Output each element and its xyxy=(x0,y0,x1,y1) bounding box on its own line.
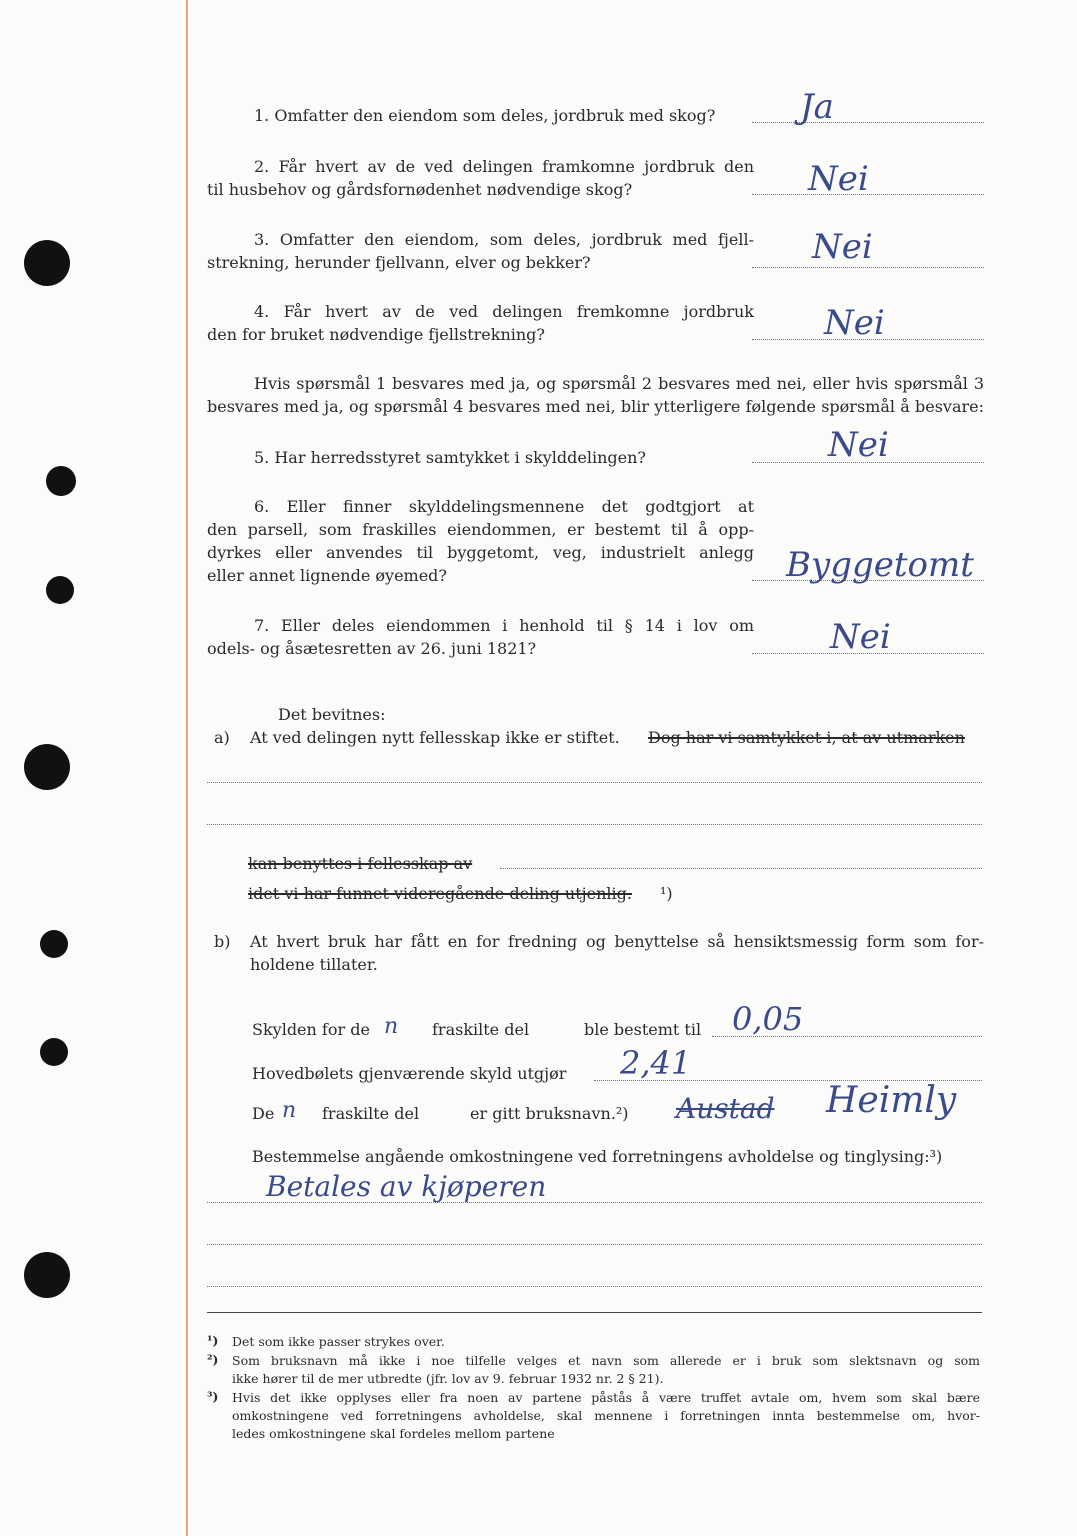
punch-hole xyxy=(24,1252,70,1298)
margin-line xyxy=(186,0,188,1536)
skyld-label-b: fraskilte del xyxy=(432,1020,530,1039)
hoved-label: Hovedbølets gjenværende skyld utgjør xyxy=(252,1064,567,1083)
punch-hole xyxy=(46,576,74,604)
question-6-line2: den parsell, som fraskilles eiendommen, er bestemt til å opp- xyxy=(207,520,754,539)
footnote-3-line2: omkostningene ved forretningens avholdelse, skal mennene i forretningen innta bestemmelse om, hvor- xyxy=(232,1408,980,1423)
answer-5: Nei xyxy=(828,425,889,465)
struck-line-2: idet vi har funnet videregående deling utjenlig. xyxy=(248,884,632,903)
footnote-2-line1: Som bruksnavn må ikke i noe tilfelle velges et navn som allerede er i bruk som slektsnavn og som xyxy=(232,1353,980,1368)
answer-line xyxy=(752,122,984,123)
punch-hole xyxy=(40,930,68,958)
question-2-line2: til husbehov og gårdsfornødenhet nødvendige skog? xyxy=(207,180,633,199)
conditional-line1: Hvis spørsmål 1 besvares med ja, og spørsmål 2 besvares med nei, eller hvis spørsmål 3 xyxy=(254,374,984,393)
struck-line-1: kan benyttes i fellesskap av xyxy=(248,854,473,873)
blank-line xyxy=(207,824,982,825)
question-1: 1. Omfatter den eiendom som deles, jordbruk med skog? xyxy=(254,106,716,125)
certify-b-line2: holdene tillater. xyxy=(250,955,378,974)
navn-value: Heimly xyxy=(826,1080,957,1121)
question-4-line1: 4. Får hvert av de ved delingen fremkomne jordbruk xyxy=(254,302,754,321)
footnote-2-mark: ²) xyxy=(207,1352,219,1367)
certify-a-label: a) xyxy=(214,728,230,747)
question-7-line2: odels- og åsætesretten av 26. juni 1821? xyxy=(207,639,537,658)
footnote-rule xyxy=(207,1312,982,1313)
punch-hole xyxy=(24,240,70,286)
navn-struck: Austad xyxy=(676,1092,775,1125)
certify-b-line1: At hvert bruk har fått en for fredning og benyttelse så hensiktsmessig form som for- xyxy=(250,932,984,951)
question-6-line4: eller annet lignende øyemed? xyxy=(207,566,447,585)
skyld-label-c: ble bestemt til xyxy=(584,1020,702,1039)
navn-label-c: er gitt bruksnavn.²) xyxy=(470,1104,629,1123)
footnote-1-line1: Det som ikke passer strykes over. xyxy=(232,1334,445,1349)
punch-hole xyxy=(46,466,76,496)
skyld-hand-a: n xyxy=(384,1014,399,1039)
conditional-line2: besvares med ja, og spørsmål 4 besvares med nei, blir ytterligere følgende spørsmål å besvare: xyxy=(207,397,984,416)
question-5: 5. Har herredsstyret samtykket i skylddelingen? xyxy=(254,448,646,467)
navn-label-a: De xyxy=(252,1104,275,1123)
question-6-line1: 6. Eller finner skylddelingsmennene det godtgjort at xyxy=(254,497,754,516)
answer-6: Byggetomt xyxy=(786,545,974,585)
best-label: Bestemmelse angående omkostningene ved forretningens avholdelse og tinglysing:³) xyxy=(252,1147,943,1166)
blank-line xyxy=(207,1202,982,1203)
question-3-line1: 3. Omfatter den eiendom, som deles, jordbruk med fjell- xyxy=(254,230,754,249)
answer-line xyxy=(752,267,984,268)
blank-line xyxy=(207,1286,982,1287)
question-6-line3: dyrkes eller anvendes til byggetomt, veg, industrielt anlegg xyxy=(207,543,754,562)
answer-7: Nei xyxy=(830,617,891,657)
question-4-line2: den for bruket nødvendige fjellstrekning? xyxy=(207,325,545,344)
hoved-value: 2,41 xyxy=(620,1044,692,1082)
blank-line xyxy=(207,1244,982,1245)
certify-a-text: At ved delingen nytt fellesskap ikke er stiftet. xyxy=(250,728,620,747)
question-7-line1: 7. Eller deles eiendommen i henhold til § 14 i lov om xyxy=(254,616,754,635)
blank-line xyxy=(500,868,982,869)
struck-line-2-footnote-ref: ¹) xyxy=(660,884,673,903)
certify-heading: Det bevitnes: xyxy=(278,705,386,724)
certify-a-struck: Dog har vi samtykket i, at av utmarken xyxy=(648,728,965,747)
blank-line xyxy=(207,782,982,783)
navn-hand-a: n xyxy=(282,1098,297,1123)
footnote-2-line2: ikke hører til de mer utbredte (jfr. lov av 9. februar 1932 nr. 2 § 21). xyxy=(232,1371,664,1386)
footnote-1-mark: ¹) xyxy=(207,1333,219,1348)
punch-hole xyxy=(24,744,70,790)
punch-hole xyxy=(40,1038,68,1066)
skyld-label-a: Skylden for de xyxy=(252,1020,370,1039)
certify-b-label: b) xyxy=(214,932,231,951)
answer-1: Ja xyxy=(800,87,834,127)
answer-4: Nei xyxy=(824,303,885,343)
answer-2: Nei xyxy=(808,159,869,199)
footnote-3-line3: ledes omkostningene skal fordeles mellom partene xyxy=(232,1426,555,1441)
question-2-line1: 2. Får hvert av de ved delingen framkomne jordbruk den xyxy=(254,157,754,176)
skyld-value: 0,05 xyxy=(732,1000,804,1038)
best-value: Betales av kjøperen xyxy=(266,1170,547,1203)
navn-label-b: fraskilte del xyxy=(322,1104,420,1123)
footnote-3-line1: Hvis det ikke opplyses eller fra noen av partene påstås å være truffet avtale om, hvem som skal bære xyxy=(232,1390,980,1405)
answer-3: Nei xyxy=(812,227,873,267)
question-3-line2: strekning, herunder fjellvann, elver og bekker? xyxy=(207,253,591,272)
footnote-3-mark: ³) xyxy=(207,1389,219,1404)
